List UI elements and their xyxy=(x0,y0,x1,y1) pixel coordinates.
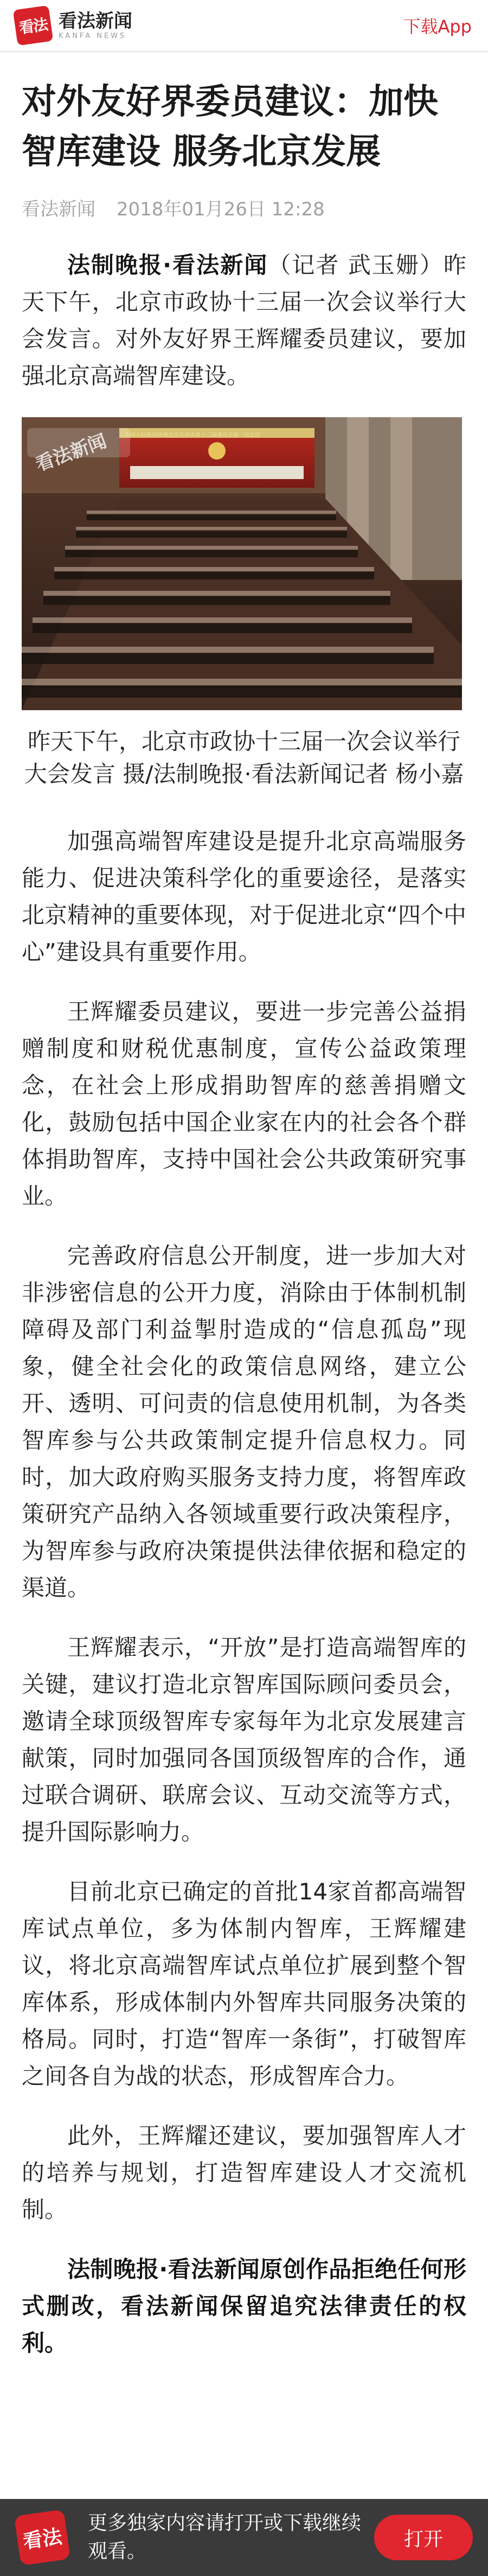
paragraph-2: 王辉耀委员建议，要进一步完善公益捐赠制度和财税优惠制度，宣传公益政策理念，在社会上形成捐助智库的慈善捐赠文化，鼓励包括中国企业家在内的社会各个群体捐助智库，支持中国社会公共政策研究事业。 xyxy=(22,998,466,1209)
lead-paragraph xyxy=(22,247,466,394)
paragraph-3: 完善政府信息公开制度，进一步加大对非涉密信息的公开力度，消除由于体制机制障碍及部门利益掣肘造成的“信息孤岛”现象，健全社会化的政策信息网络，建立公开、透明、可问责的信息使用机制，为各类智库参与公共政策制定提升信息权力。同时，加大政府购买服务支持力度，将智库政策研究产品纳入各领域重要行政决策程序，为智库参与政府决策提供法律依据和稳定的渠道。 xyxy=(22,1242,466,1601)
stage-banner-text: 中国人民政治协商会议北京市第十三届委员会第一次会议 xyxy=(125,432,260,438)
copyright-notice: 法制晚报·看法新闻原创作品拒绝任何形式删改，看法新闻保留追究法律责任的权利。 xyxy=(22,2256,466,2356)
lead-text: 昨天下午，北京市政协十三届一次会议举行大会发言。对外友好界王辉耀委员建议，要加强北京高端智库建设。 xyxy=(22,252,466,389)
paragraph-5: 目前北京已确定的首批14家首都高端智库试点单位，多为体制内智库，王辉耀建议，将北京高端智库试点单位扩展到整个智库体系，形成体制内外智库共同服务决策的格局。同时，打造“智库一条街”，打破智库之间各自为战的状态，形成智库合力。 xyxy=(22,1878,466,2089)
lead-source: 法制晚报·看法新闻 xyxy=(67,252,268,278)
article-source: 看法新闻 xyxy=(22,199,95,220)
article-meta xyxy=(0,177,488,221)
download-app-link[interactable]: 下载App xyxy=(403,16,472,37)
photo-caption: 昨天下午，北京市政协十三届一次会议举行大会发言 摄/法制晚报·看法新闻记者 杨小嘉 xyxy=(24,728,464,787)
top-bar xyxy=(0,0,488,52)
lead-reporter: （记者 武玉姗） xyxy=(268,252,444,278)
article-title: 对外友好界委员建议：加快智库建设 服务北京发展 xyxy=(22,82,438,172)
open-app-button[interactable]: 打开 xyxy=(374,2515,473,2560)
conference-hall-image xyxy=(22,417,462,710)
paragraph-6: 此外，王辉耀还建议，要加强智库人才的培养与规划，打造智库建设人才交流机制。 xyxy=(22,2122,466,2223)
image-watermark: 看法新闻 xyxy=(33,430,110,476)
paragraph-1: 加强高端智库建设是提升北京高端服务能力、促进决策科学化的重要途径，是落实北京精神的重要体现，对于促进北京“四个中心”建设具有重要作用。 xyxy=(22,828,466,965)
article-date: 2018年01月26日 12:28 xyxy=(116,199,325,220)
kanfa-app-icon: 看法 xyxy=(14,2509,70,2566)
brand-name: 看法新闻 xyxy=(59,10,132,32)
kanfa-logo-icon: 看法 xyxy=(13,5,54,46)
brand-text xyxy=(59,10,132,41)
conference-photo[interactable] xyxy=(22,417,462,710)
open-app-banner xyxy=(0,2499,488,2576)
brand-subtitle: KANFA NEWS xyxy=(59,32,127,40)
banner-text: 更多独家内容请打开或下载继续观看。 xyxy=(88,2512,362,2562)
brand[interactable] xyxy=(15,8,132,43)
paragraph-4: 王辉耀表示，“开放”是打造高端智库的关键，建议打造北京智库国际顾问委员会，邀请全球顶级智库专家每年为北京发展建言献策，同时加强同各国顶级智库的合作，通过联合调研、联席会议、互动交流等方式，提升国际影响力。 xyxy=(22,1634,466,1845)
article-body xyxy=(0,221,488,2362)
